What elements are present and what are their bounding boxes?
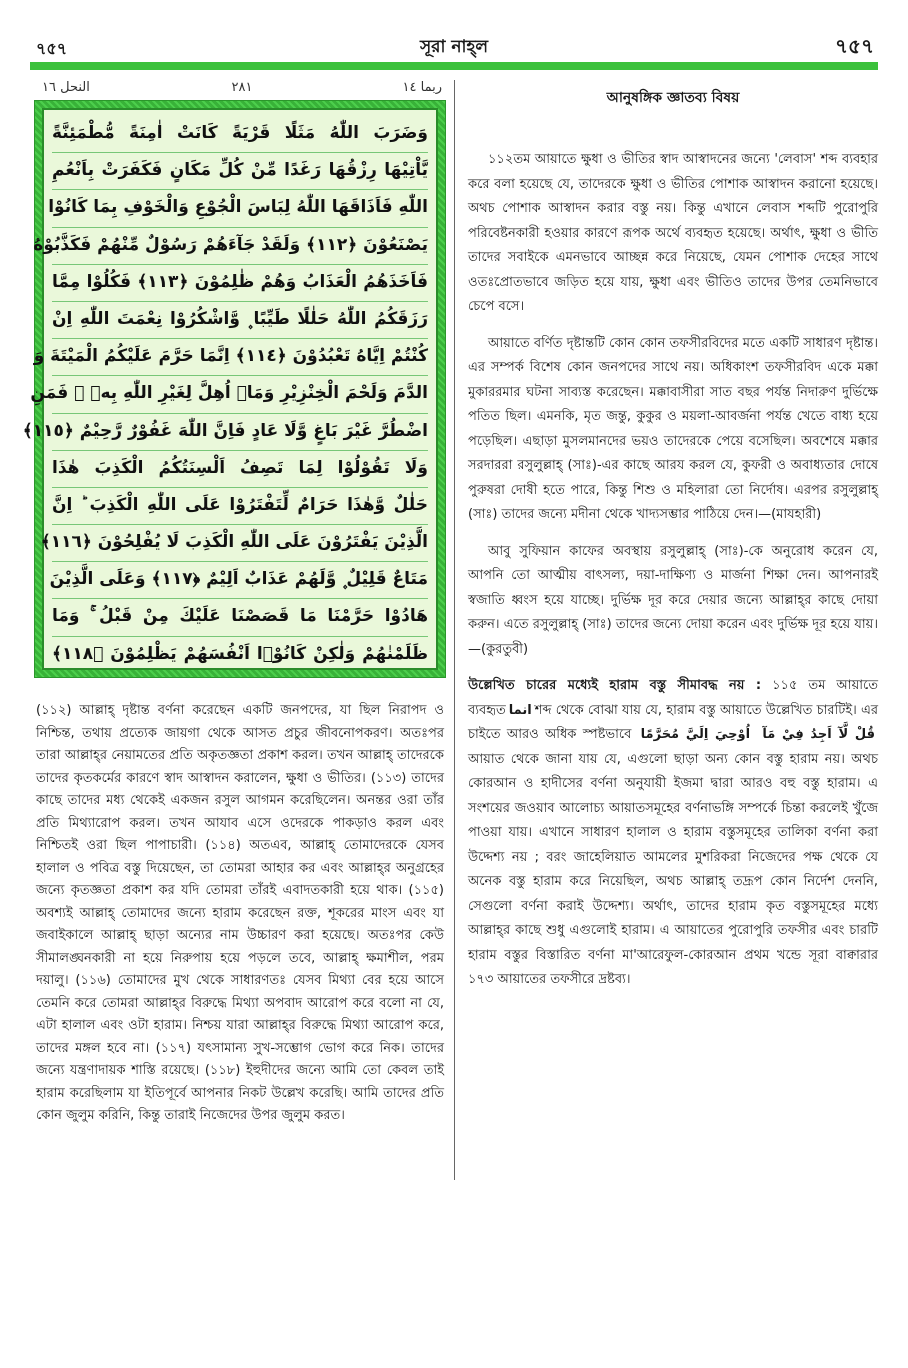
arabic-line: اضْطُرَّ غَيْرَ بَاغٍ وَّلَا عَادٍ فَاِنَّ اللّٰهَ غَفُوْرٌ رَّحِيْمٌ ﴿١١٥﴾ [52,414,428,451]
arabic-line: مَتَاعٌ قَلِيْلٌ ۪ وَّلَهُمْ عَذَابٌ اَلِيْمٌ ﴿١١٧﴾ وَعَلَى الَّذِيْنَ [52,562,428,599]
commentary-text: আয়াত থেকে জানা যায় যে, এগুলো ছাড়া অন্য কোন বস্তু হারাম নয়। অথচ কোরআন ও হাদীসের বর্ণনা অনুযায়ী ইজমা দ্বারা আরও বহু বস্তু হারাম। এ সংশয়ের জওয়াব আলোচ্য আয়াতসমূহের বর্ণনাভঙ্গি সম্পর্কে চিন্তা করলেই খুঁজে পাওয়া যায়। এখানে সাধারণ হালাল ও হারাম বস্তুসমূহের তালিকা বর্ণনা করা উদ্দেশ্য নয় ; বরং জাহেলিয়াত আমলের মুশরিকরা নিজেদের পক্ষ থেকে যে অনেক বস্তু হারাম করে নিয়েছিল, অথচ আল্লাহ্‌ তদ্রূপ কোন নির্দেশ দেননি, সেগুলো বর্ণনা করাই উদ্দেশ্য। অর্থাৎ, তাদের হারাম কৃত বস্তুসমূহের মধ্যে আল্লাহ্‌র কাছে শুধু এগুলোই হারাম। এ আয়াতের পুরোপুরি তফসীর এবং চারটি হারাম বস্তুর বিস্তারিত বর্ণনা মা'আরেফুল-কোরআন প্রথম খন্ডে সূরা বাক্বারার ১৭৩ আয়াতের তফসীরে দ্রষ্টব্য। [468,751,878,987]
arabic-line: يَّاْتِيْهَا رِزْقُهَا رَغَدًا مِّنْ كُلِّ مَكَانٍ فَكَفَرَتْ بِاَنْعُمِ [52,153,428,190]
arabic-meta-bar [36,80,448,102]
commentary-text: ১১৫ তম আয়াতে ব্যবহৃত [468,678,878,718]
arabic-text-frame [22,100,446,678]
commentary-title: আনুষঙ্গিক জ্ঞাতব্য বিষয় [606,90,740,106]
inline-arabic: قُلْ لَّآ اَجِدُ فِيْ مَآ [762,727,875,742]
arabic-line: هَادُوْا حَرَّمْنَا مَا قَصَصْنَا عَلَيْكَ مِنْ قَبْلُ ۚ وَمَا [52,599,428,636]
arabic-line: الَّذِيْنَ يَفْتَرُوْنَ عَلَى اللّٰهِ الْكَذِبَ لَا يُفْلِحُوْنَ ﴿١١٦﴾ [52,525,428,562]
surah-title: সূরা নাহ্‌ল [419,37,489,57]
header-rule [30,62,878,70]
surah-marker: النحل ١٦ [42,80,90,95]
arabic-line: ظَلَمْنٰهُمْ وَلٰكِنْ كَانُوْۤا اَنْفُسَهُمْ يَظْلِمُوْنَ ﴿١١٨﴾ [52,643,428,664]
arabic-line: رَزَقَكُمُ اللّٰهُ حَلٰلًا طَيِّبًا ۪ وَّاشْكُرُوْا نِعْمَتَ اللّٰهِ اِنْ [52,302,428,339]
arabic-line: وَضَرَبَ اللّٰهُ مَثَلًا قَرْيَةً كَانَتْ اٰمِنَةً مُّطْمَئِنَّةً [52,116,428,153]
mushaf-page-number: ٢٨١ [231,80,253,95]
commentary-text: শব্দ থেকে বোঝা যায় যে, হারাম বস্তু আয়াতে উল্লেখিত চারটিই। এর চাইতে আরও অধিক স্পষ্টভাবে [468,702,878,742]
arabic-line: حَلٰلٌ وَّهٰذَا حَرَامٌ لِّتَفْتَرُوْا عَلَى اللّٰهِ الْكَذِبَ ؕ اِنَّ [52,488,428,525]
bengali-translation: (১১২) আল্লাহ্‌ দৃষ্টান্ত বর্ণনা করেছেন একটি জনপদের, যা ছিল নিরাপদ ও নিশ্চিন্ত, তথায় প্রত্যেক জায়গা থেকে আসত প্রচুর জীবনোপকরণ। অতঃপর তারা আল্লাহ্‌র নেয়ামতের প্রতি অকৃতজ্ঞতা প্রকাশ করল। তখন আল্লাহ্‌ তাদেরকে তাদের কৃতকর্মের কারণে স্বাদ আস্বাদন করালেন, ক্ষুধা ও ভীতির। (১১৩) তাদের কাছে তাদের মধ্য থেকেই একজন রসুল আগমন করেছিলেন। অনন্তর ওরা তাঁর প্রতি মিথ্যারোপ করল। তখন আযাব এসে ওদেরকে পাকড়াও করল এবং নিশ্চিতই ওরা ছিল পাপাচারী। (১১৪) অতএব, আল্লাহ্‌ তোমাদেরকে যেসব হালাল ও পবিত্র বস্তু দিয়েছেন, তা তোমরা আহার কর এবং আল্লাহ্‌র অনুগ্রহের জন্যে কৃতজ্ঞতা প্রকাশ কর যদি তোমরা তাঁরই এবাদতকারী হয়ে থাক। (১১৫) অবশ্যই আল্লাহ্‌ তোমাদের জন্যে হারাম করেছেন রক্ত, শূকরের মাংস এবং যা জবাইকালে আল্লাহ্‌ ছাড়া অন্যের নাম উচ্চারণ করা হয়েছে। অতঃপর কেউ সীমালঙ্ঘনকারী না হয়ে নিরুপায় হয়ে পড়লে তবে, আল্লাহ্‌ ক্ষমাশীল, পরম দয়ালু। (১১৬) তোমাদের মুখ থেকে সাধারণতঃ যেসব মিথ্যা বের হয়ে আসে তেমনি করে তোমরা আল্লাহ্‌র বিরুদ্ধে মিথ্যা অপবাদ আরোপ করে বলো না যে, এটা হালাল এবং ওটা হারাম। নিশ্চয় যারা আল্লাহ্‌র বিরুদ্ধে মিথ্যা আরোপ করে, তাদের মঙ্গল হবে না। (১১৭) যৎসামান্য সুখ-সম্ভোগ ভোগ করে নিক। তাদের জন্যে যন্ত্রণাদায়ক শাস্তি রয়েছে। (১১৮) ইহুদীদের জন্যে আমি তো কেবল তাই হারাম করেছিলাম যা ইতিপূর্বে আপনার নিকট উল্লেখ করেছি। আমি তাদের প্রতি কোন জুলুম করিনি, কিন্তু তারাই নিজেদের উপর জুলুম করত। [36,703,444,1123]
column-divider [454,80,455,1180]
arabic-line: فَاَخَذَهُمُ الْعَذَابُ وَهُمْ ظٰلِمُوْنَ ﴿١١٣﴾ فَكُلُوْا مِمَّا [52,265,428,302]
juz-marker: ربما ١٤ [402,80,442,95]
arabic-text-panel [22,108,438,670]
commentary-paragraph: আবু সুফিয়ান কাফের অবস্থায় রসুলুল্লাহ্‌ (সাঃ)-কে অনুরোধ করেন যে, আপনি তো আত্মীয় বাৎসল্য, দয়া-দাক্ষিণ্য ও মার্জনা শিক্ষা দেন। আপনারই স্বজাতি ধ্বংস হয়ে যাচ্ছে। দুর্ভিক্ষ দূর করে দেয়ার জন্যে আল্লাহ্‌র কাছে দোয়া করুন। এতে রসুলুল্লাহ্‌ (সাঃ) তাদের জন্যে দোয়া করেন এবং দুর্ভিক্ষ দূর হয়ে যায়।—(কুরতুবী) [468,543,878,657]
subheading: উল্লেখিত চারের মধ্যেই হারাম বস্তু সীমাবদ্ধ নয় : [468,678,762,693]
inline-arabic: اُوْحِيَ اِلَيَّ مُحَرَّمًا [640,727,751,742]
arabic-line: الدَّمَ وَلَحْمَ الْخِنْزِيْرِ وَمَاۤ اُهِلَّ لِغَيْرِ اللّٰهِ بِهٖ ۚ فَمَنِ [52,376,428,413]
arabic-line: يَصْنَعُوْنَ ﴿١١٢﴾ وَلَقَدْ جَآءَهُمْ رَسُوْلٌ مِّنْهُمْ فَكَذَّبُوْهُ [52,228,428,265]
arabic-line: اللّٰهِ فَاَذَاقَهَا اللّٰهُ لِبَاسَ الْجُوْعِ وَالْخَوْفِ بِمَا كَانُوْا [52,190,428,227]
left-page-number: ৭৫৭ [36,39,68,58]
arabic-line: وَلَا تَقُوْلُوْا لِمَا تَصِفُ اَلْسِنَتُكُمُ الْكَذِبَ هٰذَا [52,451,428,488]
right-page-number: ৭৫৭ [835,34,874,58]
inline-arabic: انما [508,702,532,718]
commentary-paragraph: আয়াতে বর্ণিত দৃষ্টান্তটি কোন কোন তফসীরবিদের মতে একটি সাধারণ দৃষ্টান্ত। এর সম্পর্ক বিশেষ কোন জনপদের সাথে নয়। অধিকাংশ তফসীরবিদ একে মক্কা মুকাররমার ঘটনা সাব্যস্ত করেছেন। মক্কাবাসীরা সাত বছর পর্যন্ত নিদারুণ দুর্ভিক্ষে পতিত ছিল। এমনকি, মৃত জন্তু, কুকুর ও ময়লা-আবর্জনা পর্যন্ত খেতে বাধ্য হয়ে পড়েছিল। এছাড়া মুসলমানদের ভয়ও তাদেরকে পেয়ে বসেছিল। অবশেষে মক্কার সরদাররা রসুলুল্লাহ্‌ (সাঃ)-এর কাছে আরয করল যে, কুফরী ও অবাধ্যতার দোষে পুরুষরা দোষী হতে পারে, কিন্তু শিশু ও মহিলারা তো নির্দোষ। এরপর রসুলুল্লাহ্‌ (সাঃ) তাদের জন্যে মদীনা থেকে খাদ্যসম্ভার পাঠিয়ে দেন।—(মাযহারী) [468,335,878,522]
page-header [0,0,908,64]
arabic-line: كُنْتُمْ اِيَّاهُ تَعْبُدُوْنَ ﴿١١٤﴾ اِنَّمَا حَرَّمَ عَلَيْكُمُ الْمَيْتَةَ وَ [52,339,428,376]
commentary-paragraph [468,674,878,993]
commentary-paragraph: ১১২তম আয়াতে ক্ষুধা ও ভীতির স্বাদ আস্বাদনের জন্যে 'লেবাস' শব্দ ব্যবহার করে বলা হয়েছে যে, তাদেরকে ক্ষুধা ও ভীতির পোশাক আস্বাদন করানো হয়েছে। অথচ পোশাক আস্বাদন করার বস্তু নয়। কিন্তু এখানে লেবাস শব্দটি পুরোপুরি পরিবেষ্টনকারী হওয়ার কারণে রূপক অর্থে ব্যবহৃত হয়েছে। অর্থাৎ, ক্ষুধা ও ভীতি তাদের সবাইকে এমনভাবে আচ্ছন্ন করে নিয়েছে, যেমন পোশাক দেহের সাথে ওতঃপ্রোতভাবে জড়িত হয়ে যায়, ক্ষুধা এবং ভীতিও তাদের উপর তেমনিভাবে চেপে বসে। [468,152,878,314]
commentary-body [468,148,878,1005]
